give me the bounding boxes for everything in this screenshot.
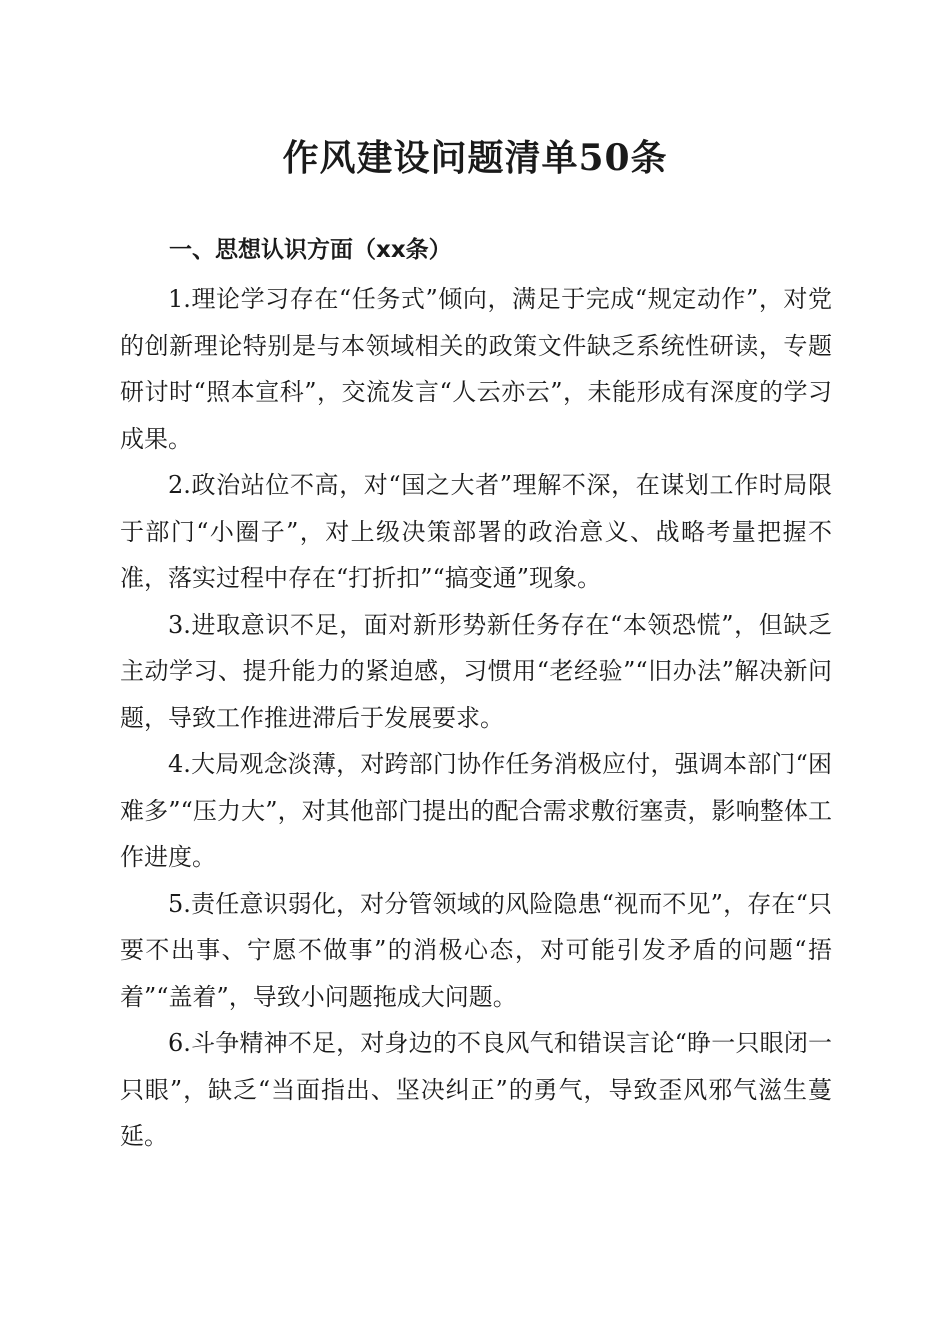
list-item: 5.责任意识弱化，对分管领域的风险隐患“视而不见”，存在“只要不出事、宁愿不做事”的消极心态，对可能引发矛盾的问题“捂着”“盖着”，导致小问题拖成大问题。	[120, 889, 832, 1011]
list-item: 6.斗争精神不足，对身边的不良风气和错误言论“睁一只眼闭一只眼”，缺乏“当面指出、坚决纠正”的勇气，导致歪风邪气滋生蔓延。	[120, 1029, 832, 1150]
list-item: 3.进取意识不足，面对新形势新任务存在“本领恐慌”，但缺乏主动学习、提升能力的紧迫感，习惯用“老经验”“旧办法”解决新问题，导致工作推进滞后于发展要求。	[120, 610, 832, 732]
list-item: 4.大局观念淡薄，对跨部门协作任务消极应付，强调本部门“困难多”“压力大”，对其他部门提出的配合需求敷衍塞责，影响整体工作进度。	[120, 750, 832, 871]
list-item: 2.政治站位不高，对“国之大者”理解不深，在谋划工作时局限于部门“小圈子”，对上级决策部署的政治意义、战略考量把握不准，落实过程中存在“打折扣”“搞变通”现象。	[120, 471, 832, 592]
document-title: 作风建设问题清单50条	[282, 137, 668, 179]
list-item: 1.理论学习存在“任务式”倾向，满足于完成“规定动作”，对党的创新理论特别是与本领域相关的政策文件缺乏系统性研读，专题研讨时“照本宣科”，交流发言“人云亦云”，未能形成有深度的学习成果。	[120, 285, 832, 453]
document-body	[120, 276, 832, 1160]
section-heading: 一、思想认识方面（xx条）	[169, 237, 452, 263]
